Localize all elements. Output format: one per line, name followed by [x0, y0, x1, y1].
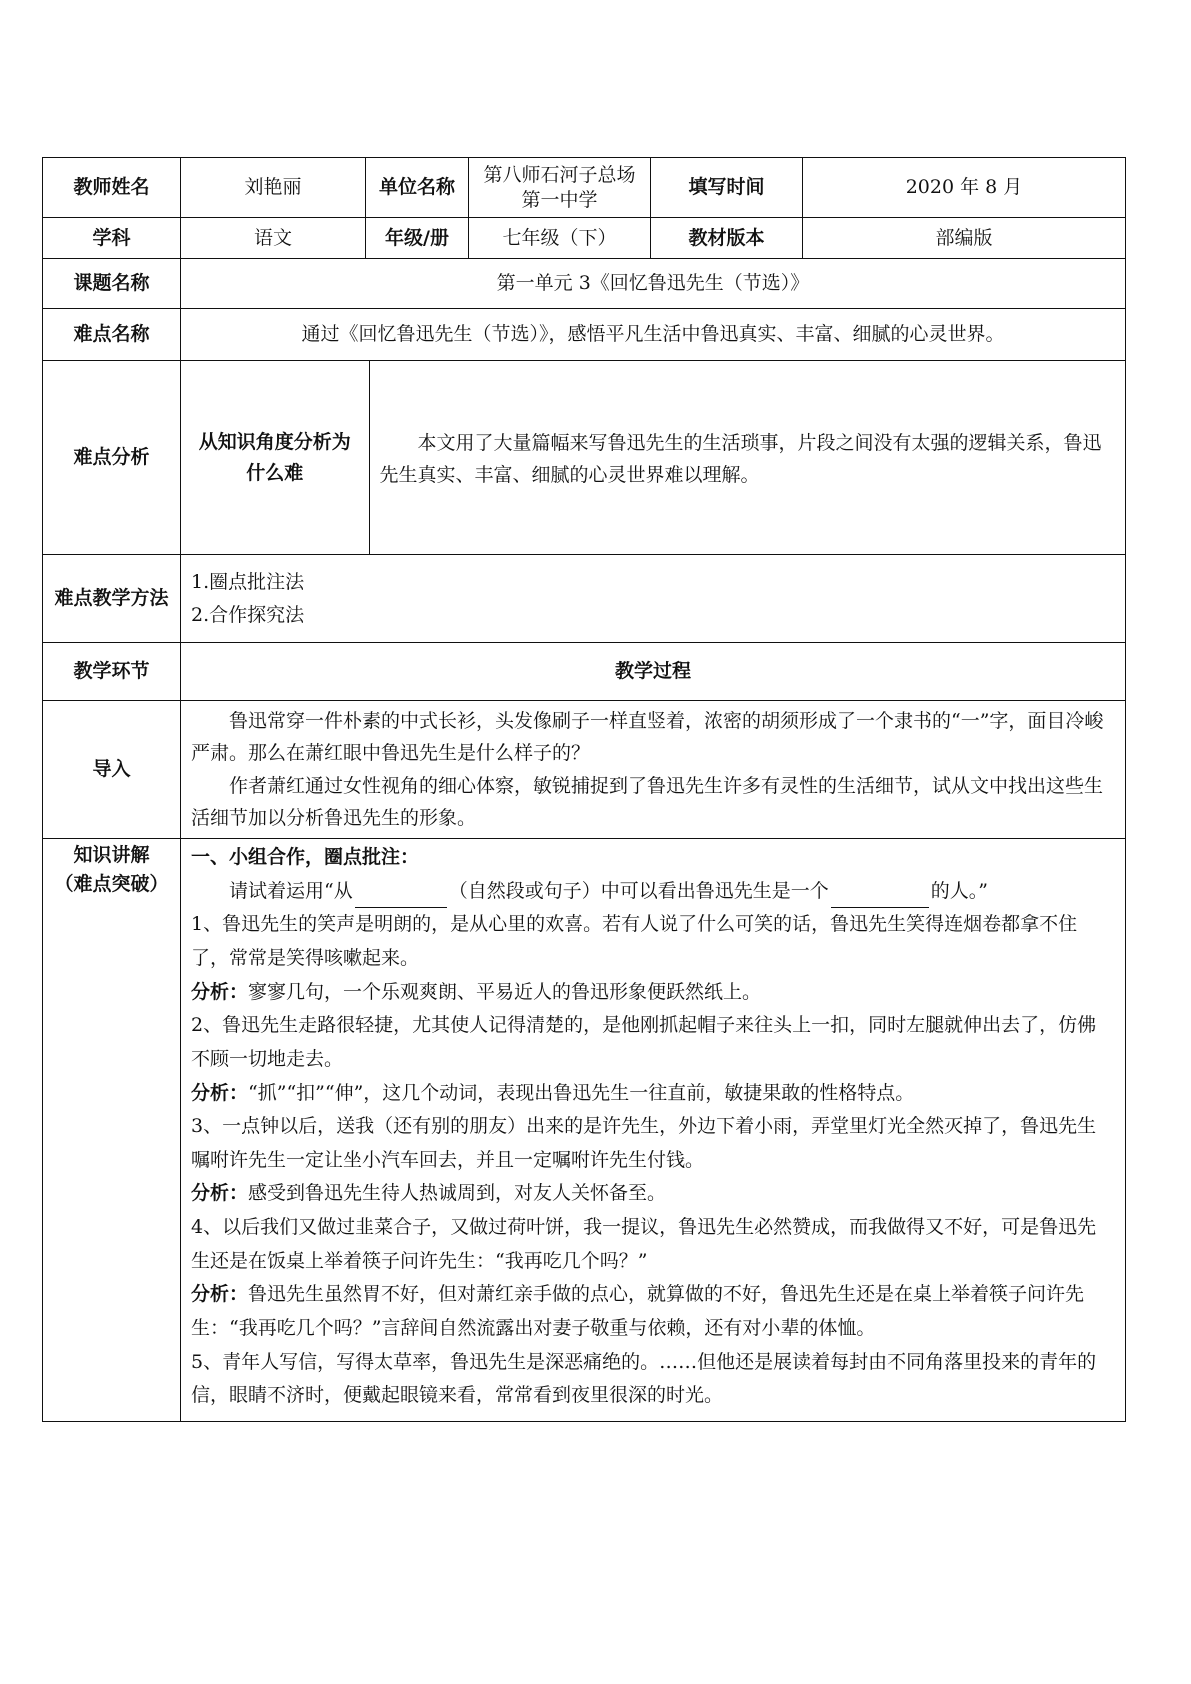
analysis-label: 难点分析 [43, 361, 181, 555]
analysis-sub-label: 从知识角度分析为什么难 [181, 361, 369, 554]
topic-value: 第一单元 3《回忆鲁迅先生（节选）》 [181, 259, 1126, 309]
date-label: 填写时间 [651, 158, 803, 218]
analysis-2 [191, 1077, 1115, 1111]
analysis-cell [181, 361, 1126, 555]
intro-label: 导入 [43, 701, 181, 839]
method-item: 1.圈点批注法 [191, 571, 305, 594]
analysis-inner [181, 361, 1125, 554]
methods-row [43, 555, 1126, 643]
analysis-1-text: 寥寥几句，一个乐观爽朗、平易近人的鲁迅形象便跃然纸上。 [248, 980, 762, 1003]
analysis-3 [191, 1177, 1115, 1211]
knowledge-heading: 一、小组合作，圈点批注： [191, 846, 420, 869]
analysis-tag: 分析： [191, 1182, 249, 1205]
knowledge-label [43, 839, 181, 1422]
unit-value [469, 158, 651, 218]
process-stage-label: 教学环节 [43, 643, 181, 701]
analysis-tag: 分析： [191, 980, 249, 1003]
lesson-plan-sheet [42, 157, 1125, 1422]
excerpt-2: 2、鲁迅先生走路很轻捷，尤其使人记得清楚的，是他刚抓起帽子来往头上一扣，同时左腿就伸出去了，仿佛不顾一切地走去。 [191, 1014, 1097, 1070]
process-header-row [43, 643, 1126, 701]
knowledge-row [43, 839, 1126, 1422]
subject-label: 学科 [43, 218, 181, 259]
edition-label: 教材版本 [651, 218, 803, 259]
teacher-value: 刘艳丽 [181, 158, 366, 218]
grade-value: 七年级（下） [469, 218, 651, 259]
difficulty-label: 难点名称 [43, 309, 181, 361]
info-row-2 [43, 218, 1126, 259]
difficulty-row [43, 309, 1126, 361]
intro-content [181, 701, 1126, 839]
knowledge-prompt [191, 875, 1115, 909]
analysis-3-text: 感受到鲁迅先生待人热诚周到，对友人关怀备至。 [248, 1182, 667, 1205]
info-row-1 [43, 158, 1126, 218]
prompt-part-a: 请试着运用“从 [229, 879, 353, 902]
date-value: 2020 年 8 月 [803, 158, 1126, 218]
excerpt-4: 4、以后我们又做过韭菜合子，又做过荷叶饼，我一提议，鲁迅先生必然赞成，而我做得又不好，可是鲁迅先生还是在饭桌上举着筷子问许先生：“我再吃几个吗？” [191, 1216, 1097, 1272]
excerpt-1: 1、鲁迅先生的笑声是明朗的，是从心里的欢喜。若有人说了什么可笑的话，鲁迅先生笑得连烟卷都拿不住了，常常是笑得咳嗽起来。 [191, 913, 1078, 970]
prompt-part-b: （自然段或句子）中可以看出鲁迅先生是一个 [448, 879, 829, 902]
blank-line-2 [831, 889, 929, 908]
unit-label: 单位名称 [366, 158, 469, 218]
methods-list [181, 555, 1126, 643]
intro-paragraph-1: 鲁迅常穿一件朴素的中式长衫，头发像刷子一样直竖着，浓密的胡须形成了一个隶书的“一”字，面目冷峻严肃。那么在萧红眼中鲁迅先生是什么样子的？ [191, 710, 1104, 765]
method-item: 2.合作探究法 [191, 603, 305, 626]
analysis-tag: 分析： [191, 1081, 249, 1104]
analysis-tag: 分析： [191, 1283, 249, 1306]
topic-label: 课题名称 [43, 259, 181, 309]
analysis-text [369, 361, 1125, 554]
analysis-paragraph: 本文用了大量篇幅来写鲁迅先生的生活琐事，片段之间没有太强的逻辑关系，鲁迅先生真实、丰富、细腻的心灵世界难以理解。 [379, 432, 1102, 487]
blank-line-1 [355, 889, 447, 908]
analysis-4 [191, 1278, 1115, 1345]
grade-label: 年级/册 [366, 218, 469, 259]
difficulty-value: 通过《回忆鲁迅先生（节选）》，感悟平凡生活中鲁迅真实、丰富、细腻的心灵世界。 [181, 309, 1126, 361]
analysis-row [43, 361, 1126, 555]
analysis-4-text: 鲁迅先生虽然胃不好，但对萧红亲手做的点心，就算做的不好，鲁迅先生还是在桌上举着筷子问许先生：“我再吃几个吗？”言辞间自然流露出对妻子敬重与依赖，还有对小辈的体恤。 [191, 1283, 1085, 1339]
analysis-1 [191, 976, 1115, 1010]
teacher-label: 教师姓名 [43, 158, 181, 218]
excerpt-5: 5、青年人写信，写得太草率，鲁迅先生是深恶痛绝的。……但他还是展读着每封由不同角落里投来的青年的信，眼睛不济时，便戴起眼镜来看，常常看到夜里很深的时光。 [191, 1350, 1097, 1407]
knowledge-label-line1: 知识讲解 [73, 844, 150, 867]
excerpt-3: 3、一点钟以后，送我（还有别的朋友）出来的是许先生，外边下着小雨，弄堂里灯光全然灭掉了，鲁迅先生嘱咐许先生一定让坐小汽车回去，并且一定嘱咐许先生付钱。 [191, 1115, 1097, 1171]
subject-value: 语文 [181, 218, 366, 259]
prompt-part-c: 的人。” [930, 879, 988, 902]
knowledge-label-line2: （难点突破） [54, 872, 169, 895]
topic-row [43, 259, 1126, 309]
knowledge-content [181, 839, 1126, 1422]
methods-label: 难点教学方法 [43, 555, 181, 643]
intro-paragraph-2: 作者萧红通过女性视角的细心体察，敏锐捕捉到了鲁迅先生许多有灵性的生活细节，试从文中找出这些生活细节加以分析鲁迅先生的形象。 [191, 774, 1104, 829]
intro-row [43, 701, 1126, 839]
edition-value: 部编版 [803, 218, 1126, 259]
unit-value-line2: 第一中学 [521, 188, 598, 211]
analysis-2-text: “抓”“扣”“伸”，这几个动词，表现出鲁迅先生一往直前，敏捷果敢的性格特点。 [248, 1081, 915, 1104]
lesson-plan-table [42, 157, 1126, 1422]
process-title: 教学过程 [181, 643, 1126, 701]
unit-value-line1: 第八师石河子总场 [483, 163, 636, 186]
